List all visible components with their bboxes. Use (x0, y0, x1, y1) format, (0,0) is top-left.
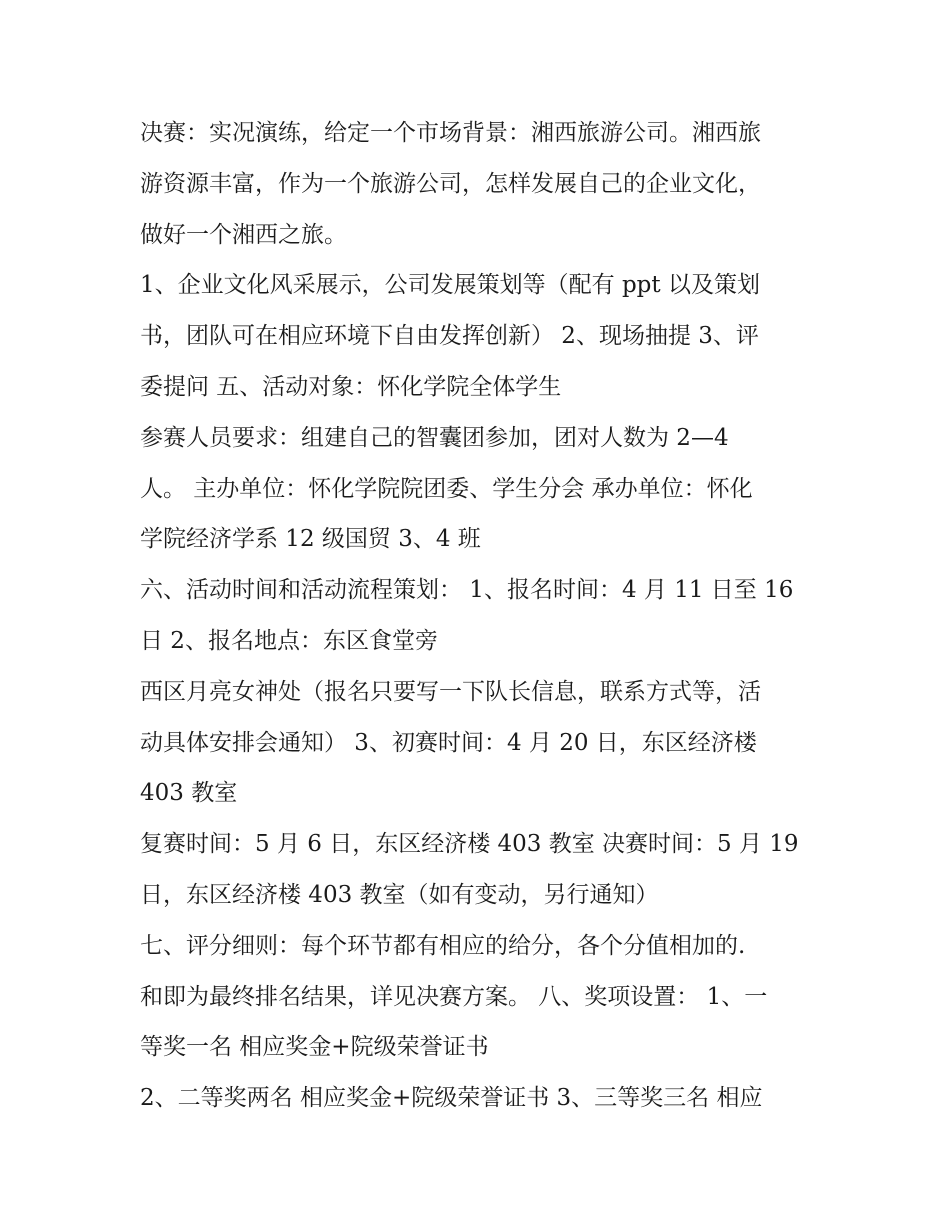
text-line: 日，东区经济楼 403 教室（如有变动，另行通知） (140, 881, 659, 908)
text-line: 和即为最终排名结果，详见决赛方案。 八、奖项设置： 1、一 (140, 983, 768, 1010)
text-line: 七、评分细则：每个环节都有相应的给分，各个分值相加的. (140, 932, 746, 959)
text-line: 1、企业文化风采展示，公司发展策划等（配有 ppt 以及策划 (140, 272, 760, 299)
body-text (140, 108, 830, 1124)
text-line: 六、活动时间和活动流程策划： 1、报名时间：4 月 11 日至 16 (140, 577, 794, 604)
text-line: 等奖一名 相应奖金+院级荣誉证书 (140, 1034, 489, 1061)
text-line: 参赛人员要求：组建自己的智囊团参加，团对人数为 2—4 (140, 424, 729, 451)
text-line: 日 2、报名地点：东区食堂旁 (140, 627, 438, 654)
text-line: 游资源丰富，作为一个旅游公司，怎样发展自己的企业文化， (140, 170, 761, 197)
text-line: 书，团队可在相应环境下自由发挥创新） 2、现场抽提 3、评 (140, 323, 759, 350)
text-line: 403 教室 (140, 780, 238, 807)
text-line: 人。 主办单位：怀化学院院团委、学生分会 承办单位：怀化 (140, 475, 753, 502)
text-line: 做好一个湘西之旅。 (140, 221, 347, 248)
text-line: 西区月亮女神处（报名只要写一下队长信息，联系方式等，活 (140, 678, 761, 705)
text-line: 委提问 五、活动对象：怀化学院全体学生 (140, 373, 562, 400)
text-line: 复赛时间：5 月 6 日，东区经济楼 403 教室 决赛时间：5 月 19 (140, 831, 799, 858)
text-line: 学院经济学系 12 级国贸 3、4 班 (140, 526, 481, 553)
text-line: 动具体安排会通知） 3、初赛时间：4 月 20 日，东区经济楼 (140, 729, 757, 756)
text-line: 2、二等奖两名 相应奖金+院级荣誉证书 3、三等奖三名 相应 (140, 1085, 763, 1112)
text-line: 决赛：实况演练，给定一个市场背景：湘西旅游公司。湘西旅 (140, 120, 761, 146)
